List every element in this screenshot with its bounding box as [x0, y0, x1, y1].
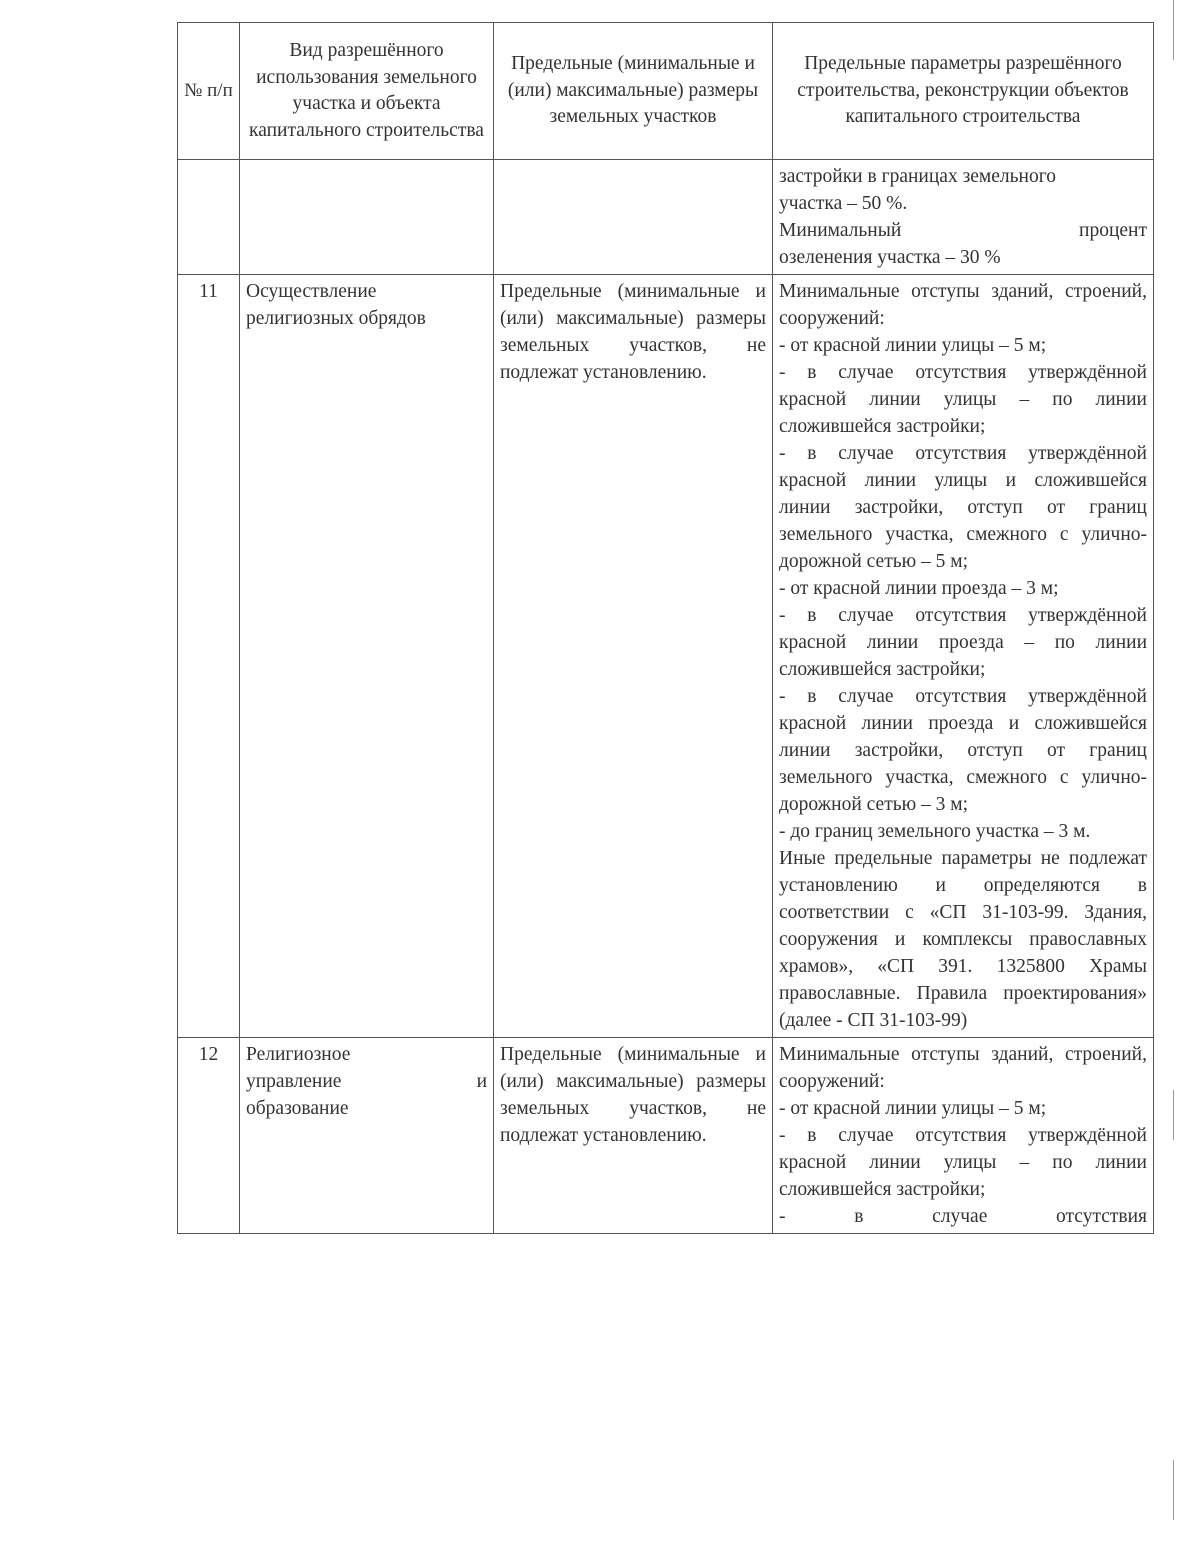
cell-num: 11 — [178, 275, 240, 1038]
cell-params — [773, 1038, 1154, 1234]
cell-size — [494, 160, 773, 275]
params-text: - до границ земельного участка – 3 м. — [779, 821, 1091, 842]
use-text-spread — [246, 1068, 487, 1095]
params-text: озеленения участка – 30 % — [779, 247, 1001, 268]
table-row-12 — [178, 1038, 1154, 1234]
scan-edge-mark — [1173, 0, 1174, 60]
cell-num: 12 — [178, 1038, 240, 1234]
params-text: - в случае отсутствия утверждённой красной линии улицы – по линии сложившейся застройки; — [779, 1125, 1147, 1200]
table-row-11 — [178, 275, 1154, 1038]
scan-edge-mark — [1173, 1090, 1174, 1140]
use-text: Религиозное — [246, 1044, 351, 1065]
cell-use — [240, 1038, 494, 1234]
cell-num — [178, 160, 240, 275]
use-text: образование — [246, 1098, 349, 1119]
params-text: Минимальные отступы зданий, строений, сооружений: — [779, 1044, 1147, 1092]
cell-use: Осуществление религиозных обрядов — [240, 275, 494, 1038]
params-text: - в случае отсутствия — [779, 1206, 1147, 1227]
params-text: Минимальный процент — [779, 220, 1147, 241]
header-num: № п/п — [178, 23, 240, 160]
params-text: - от красной линии улицы – 5 м; — [779, 335, 1047, 356]
params-text: - в случае отсутствия утверждённой красной линии проезда – по линии сложившейся застройки; — [779, 605, 1147, 680]
params-text: - от красной линии проезда – 3 м; — [779, 578, 1059, 599]
cell-params — [773, 160, 1154, 275]
params-text: застройки в границах земельного — [779, 166, 1056, 187]
cell-use — [240, 160, 494, 275]
cell-size: Предельные (минимальные и (или) максимальные) размеры земельных участков, не подлежат установлению. — [494, 1038, 773, 1234]
params-text: Иные предельные параметры не подлежат установлению и определяются в соответствии с «СП 31-103-99. Здания, сооружения и комплексы православных храмов», «СП 391. 1325800 Храмы православные. Правила проектирования» (далее - СП 31-103-99) — [779, 848, 1147, 1031]
use-text: управление — [246, 1071, 342, 1092]
header-use: Вид разрешённого использования земельного участка и объекта капитального строительства — [240, 23, 494, 160]
params-text: - в случае отсутствия утверждённой красной линии проезда и сложившейся линии застройки, отступ от границ земельного участка, смежного с улично-дорожной сетью – 3 м; — [779, 686, 1147, 815]
header-params: Предельные параметры разрешённого строительства, реконструкции объектов капитального строительства — [773, 23, 1154, 160]
scan-edge-mark — [1173, 1460, 1174, 1520]
table-header-row — [178, 23, 1154, 160]
use-text: и — [476, 1071, 487, 1092]
params-text: участка – 50 %. — [779, 193, 908, 214]
params-text: - в случае отсутствия утверждённой красной линии улицы и сложившейся линии застройки, отступ от границ земельного участка, смежного с улично-дорожной сетью – 5 м; — [779, 443, 1147, 572]
params-text: - в случае отсутствия утверждённой красной линии улицы – по линии сложившейся застройки; — [779, 362, 1147, 437]
params-text: - от красной линии улицы – 5 м; — [779, 1098, 1047, 1119]
cell-size: Предельные (минимальные и (или) максимальные) размеры земельных участков, не подлежат установлению. — [494, 275, 773, 1038]
land-use-table — [177, 22, 1154, 1234]
params-text: Минимальные отступы зданий, строений, сооружений: — [779, 281, 1147, 329]
cell-params — [773, 275, 1154, 1038]
table-row-continuation — [178, 160, 1154, 275]
header-size: Предельные (минимальные и (или) максимальные) размеры земельных участков — [494, 23, 773, 160]
